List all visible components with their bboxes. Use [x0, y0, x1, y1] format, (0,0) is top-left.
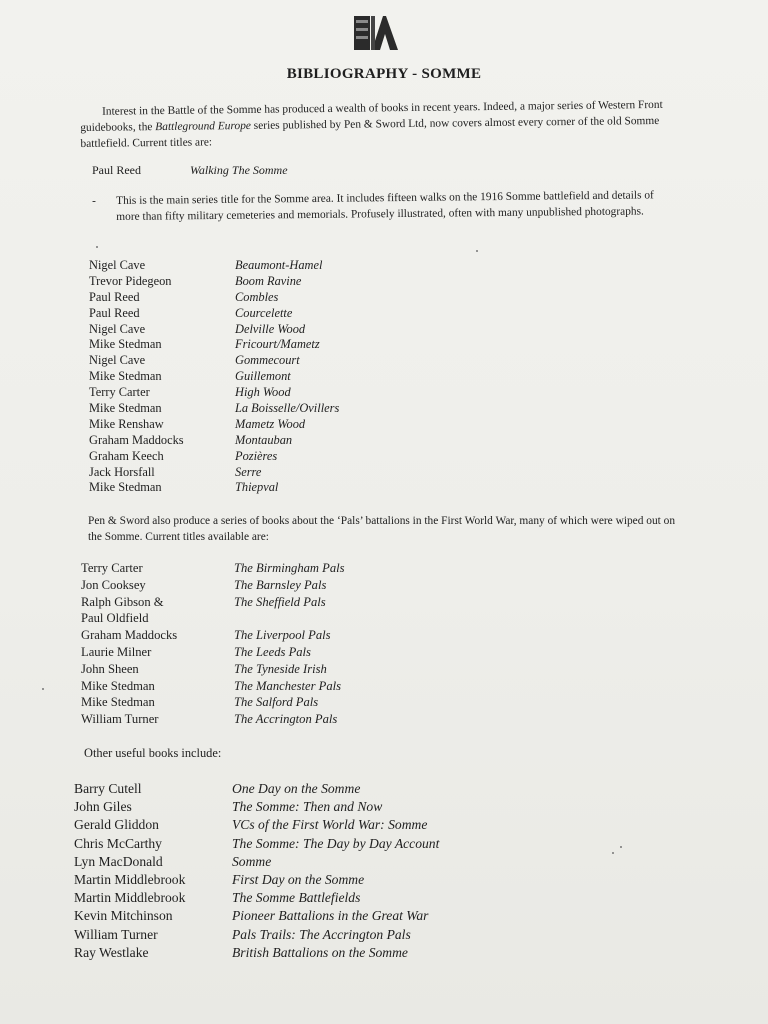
- intro-text-2: series published by Pen & Sword Ltd, now covers almost every corner of the old Somme battlefield. Current titles are:: [80, 114, 660, 150]
- book-title: Delville Wood: [235, 321, 306, 336]
- book-title: The Liverpool Pals: [234, 628, 331, 643]
- book-title: The Somme: The Day by Day Account: [232, 835, 440, 851]
- paper-speck: [612, 852, 614, 854]
- book-title: First Day on the Somme: [232, 871, 365, 887]
- book-title: High Wood: [235, 385, 291, 400]
- book-author: Jack Horsfall: [89, 464, 155, 479]
- pals-intro-paragraph: Pen & Sword also produce a series of books about the ‘Pals’ battalions in the First World War, many of which were wiped out on the Somme. Current titles available are:: [88, 515, 676, 543]
- publisher-logo: [352, 12, 400, 54]
- book-author: Terry Carter: [81, 561, 143, 575]
- book-author: Nigel Cave: [89, 321, 146, 336]
- book-title: Boom Ravine: [235, 273, 302, 288]
- book-title: Pals Trails: The Accrington Pals: [232, 926, 411, 942]
- book-title: Guillemont: [235, 369, 291, 384]
- book-title: The Leeds Pals: [234, 644, 311, 659]
- book-title: Montauban: [235, 432, 293, 447]
- book-author: Graham Keech: [89, 448, 164, 463]
- book-title: British Battalions on the Somme: [232, 944, 408, 960]
- book-author: Ray Westlake: [74, 944, 149, 960]
- intro-text-1: Interest in the Battle of the Somme has produced a wealth of books in recent years. Indeed, a major series of Western Front guidebooks, the: [80, 98, 663, 134]
- paper-speck: [42, 688, 44, 690]
- book-title: Somme: [232, 853, 272, 869]
- book-author: Nigel Cave: [89, 353, 146, 368]
- book-author: Lyn MacDonald: [74, 853, 163, 869]
- paper-speck: [96, 246, 98, 248]
- lead-note: [92, 187, 666, 225]
- book-title: Gommecourt: [235, 353, 300, 368]
- book-title: The Barnsley Pals: [234, 577, 327, 592]
- page-title: BIBLIOGRAPHY - SOMME: [286, 66, 482, 82]
- book-author: John Giles: [74, 799, 132, 815]
- book-title: VCs of the First World War: Somme: [232, 817, 428, 833]
- book-author: Gerald Gliddon: [74, 817, 159, 833]
- book-author: Mike Stedman: [81, 695, 155, 710]
- book-author: Martin Middlebrook: [74, 890, 186, 906]
- lead-note-text: This is the main series title for the Somme area. It includes fifteen walks on the 1916 Somme battlefield and details of more than fifty military cemeteries and memorials. Profusely illustrated, often with many unpublished photographs.: [116, 189, 654, 223]
- intro-series-name: Battleground Europe: [155, 119, 251, 134]
- book-title: Courcelette: [235, 305, 293, 320]
- book-title: Beaumont-Hamel: [235, 258, 323, 272]
- book-author: Jon Cooksey: [81, 577, 146, 592]
- book-author: Nigel Cave: [89, 258, 146, 272]
- book-author: Martin Middlebrook: [74, 871, 186, 887]
- book-title: The Manchester Pals: [234, 678, 342, 693]
- book-title: Combles: [235, 289, 279, 304]
- lead-author: Paul Reed: [92, 163, 141, 177]
- book-title: The Somme: Then and Now: [232, 799, 383, 815]
- book-title: Pioneer Battalions in the Great War: [232, 908, 429, 924]
- book-title: One Day on the Somme: [232, 781, 361, 796]
- book-author: Mike Stedman: [89, 480, 162, 495]
- book-author: Kevin Mitchinson: [74, 908, 173, 924]
- book-author: Paul Reed: [89, 289, 140, 304]
- book-author: Barry Cutell: [74, 781, 142, 796]
- book-author: Graham Maddocks: [81, 628, 178, 643]
- book-author: Graham Maddocks: [89, 432, 184, 447]
- book-title: The Sheffield Pals: [234, 594, 326, 609]
- book-title: Thiepval: [235, 480, 279, 495]
- book-author: Mike Renshaw: [89, 416, 164, 431]
- paper-speck: [476, 250, 478, 252]
- book-author: Laurie Milner: [81, 644, 152, 659]
- book-author: Mike Stedman: [89, 401, 162, 416]
- book-author: Mike Stedman: [89, 337, 162, 352]
- book-title: The Accrington Pals: [234, 712, 338, 727]
- book-title: The Salford Pals: [234, 695, 319, 710]
- book-title: Pozières: [235, 448, 278, 463]
- book-author: Mike Stedman: [89, 369, 162, 384]
- book-title: La Boisselle/Ovillers: [235, 401, 340, 416]
- book-title: The Somme Battlefields: [232, 890, 361, 906]
- paper-speck: [620, 846, 622, 848]
- book-author: John Sheen: [81, 661, 139, 676]
- lead-title: Walking The Somme: [190, 163, 288, 177]
- book-author: Ralph Gibson &: [81, 594, 164, 609]
- intro-paragraph: [80, 97, 681, 152]
- book-author: Paul Oldfield: [81, 611, 149, 626]
- book-title: Serre: [235, 464, 262, 479]
- book-title: The Birmingham Pals: [234, 561, 345, 575]
- note-dash: -: [92, 195, 96, 208]
- book-author: Terry Carter: [89, 385, 150, 400]
- book-author: Mike Stedman: [81, 678, 155, 693]
- book-title: The Tyneside Irish: [234, 661, 327, 676]
- book-title: Mametz Wood: [235, 416, 306, 431]
- book-author: Chris McCarthy: [74, 835, 162, 851]
- book-author: William Turner: [74, 926, 158, 942]
- book-author: Trevor Pidegeon: [89, 273, 172, 288]
- other-books-heading: Other useful books include:: [84, 746, 222, 760]
- book-title: Fricourt/Mametz: [235, 337, 320, 352]
- book-author: William Turner: [81, 712, 159, 727]
- book-author: Paul Reed: [89, 305, 140, 320]
